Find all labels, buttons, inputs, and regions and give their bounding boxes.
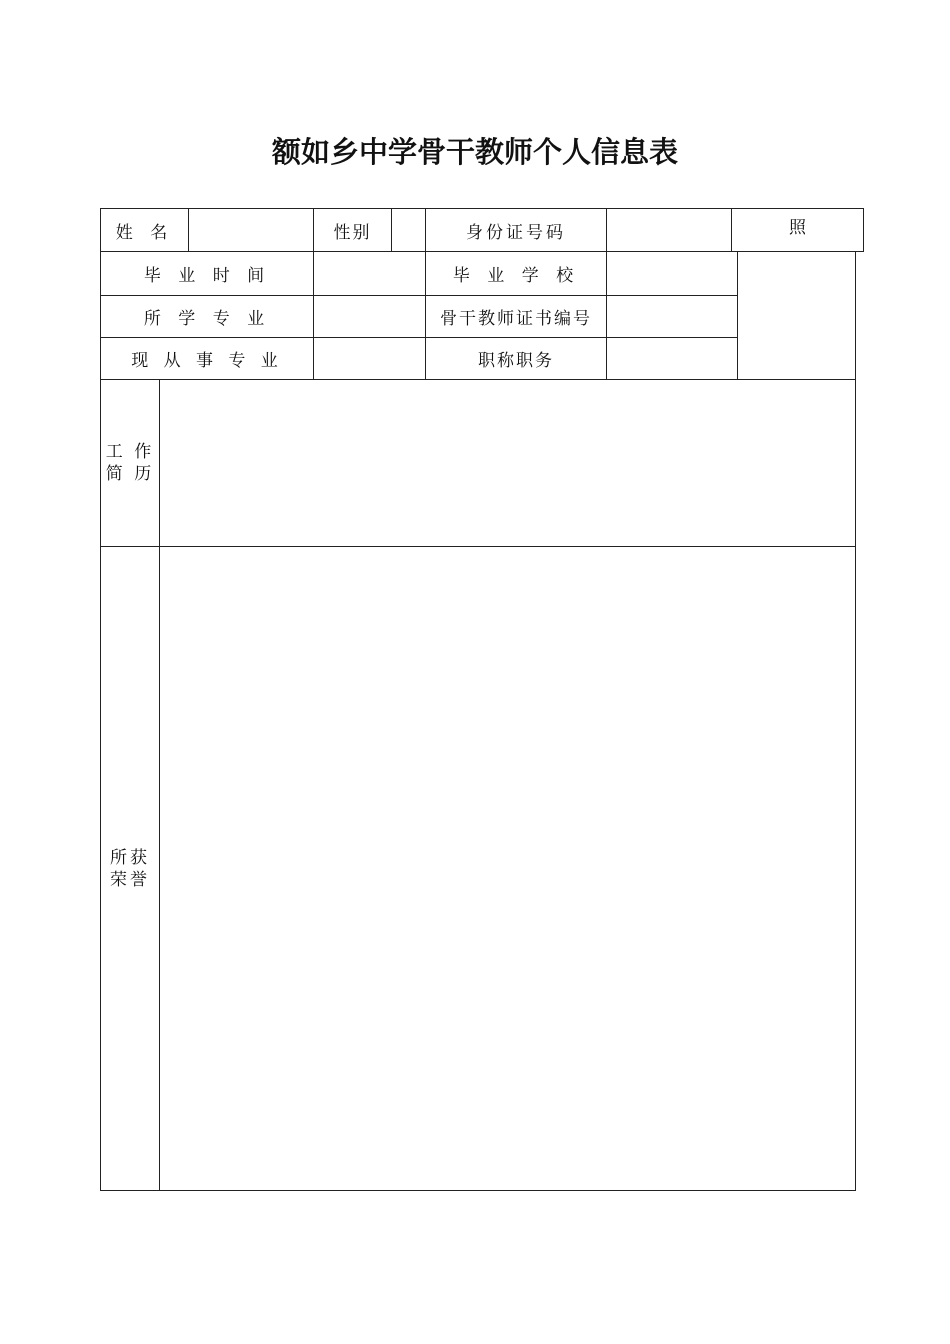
title-position-label [425,337,607,380]
gender-label-text: 性别 [333,222,372,243]
honors-label-line2: 荣誉 [110,869,150,890]
photo-box[interactable] [737,251,856,380]
work-history-field[interactable] [159,379,856,547]
title-position-field[interactable] [606,337,738,380]
title-position-label-text: 职称职务 [478,351,554,371]
certificate-no-field[interactable] [606,295,738,338]
current-major-label [100,337,314,380]
name-field[interactable] [188,208,314,252]
form-title: 额如乡中学骨干教师个人信息表 [271,135,678,169]
grad-time-label [100,251,314,296]
honors-field[interactable] [159,546,856,1191]
grad-school-field[interactable] [606,251,738,296]
certificate-no-label [425,295,607,338]
gender-label [313,208,392,252]
major-label-text: 所 学 专 业 [143,309,271,329]
id-number-label [425,208,607,252]
honors-label [100,546,160,1191]
id-number-field[interactable] [606,208,732,252]
major-label [100,295,314,338]
work-history-label [100,379,160,547]
current-major-label-text: 现 从 事 专 业 [131,351,283,371]
current-major-field[interactable] [313,337,426,380]
name-label-text: 姓 名 [115,222,174,243]
honors-label-line1: 所获 [110,847,150,868]
id-number-label-text: 身份证号码 [466,222,566,243]
photo-label-text: 照 [789,218,806,238]
gender-field[interactable] [391,208,426,252]
photo-label [731,208,864,252]
grad-school-label [425,251,607,296]
grad-time-label-text: 毕 业 时 间 [143,266,271,286]
work-history-label-line2: 简 历 [105,464,155,484]
name-label [100,208,189,252]
grad-time-field[interactable] [313,251,426,296]
grad-school-label-text: 毕 业 学 校 [452,266,580,286]
major-field[interactable] [313,295,426,338]
work-history-label-line1: 工 作 [105,442,155,462]
certificate-no-label-text: 骨干教师证书编号 [440,309,592,329]
